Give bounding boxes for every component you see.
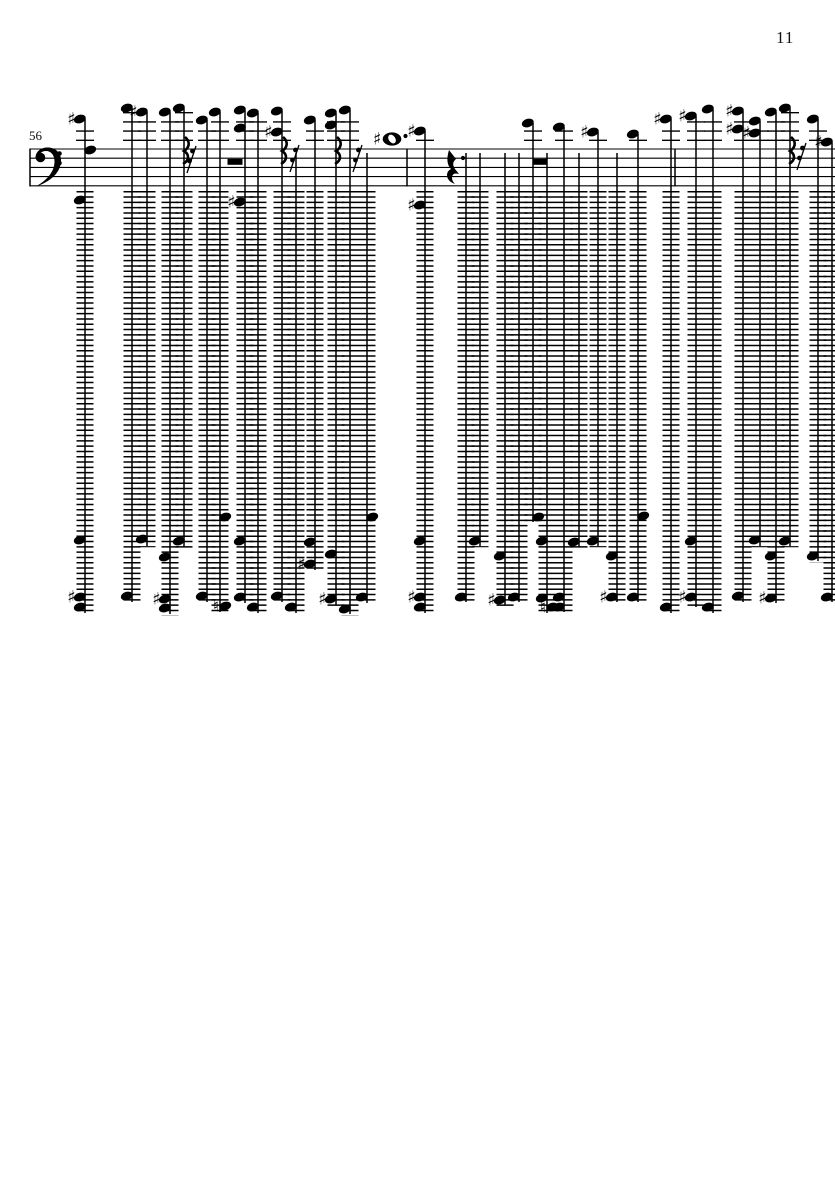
note-column: [67, 110, 97, 615]
sharp-icon: ♯: [373, 129, 382, 150]
note-column: [701, 103, 722, 614]
natural-icon: ♮: [212, 596, 219, 617]
note-column: [227, 104, 254, 604]
note-column: [297, 114, 324, 574]
whole-rest-icon: [228, 159, 243, 165]
augmentation-dot: [403, 134, 407, 138]
note-column: [120, 102, 141, 603]
note-column: [195, 114, 216, 603]
sharp-icon: ♯: [580, 122, 589, 143]
note-column: [626, 128, 651, 603]
sharp-icon: ♯: [407, 195, 416, 216]
sharp-icon: ♯: [67, 109, 76, 130]
sharp-icon: ♯: [407, 587, 416, 608]
sharp-icon: ♯: [599, 587, 608, 608]
note-column: [284, 153, 298, 614]
sharp-icon: ♯: [653, 109, 662, 130]
sharp-icon: ♯: [725, 119, 734, 140]
sharp-icon: ♯: [129, 102, 138, 123]
page-number: 11: [776, 28, 795, 47]
note-column: [535, 153, 560, 618]
augmentation-dot: [461, 156, 465, 160]
measure-number: 56: [29, 128, 42, 143]
note-column: [742, 115, 769, 547]
note-column: [758, 106, 785, 608]
note-column: [653, 110, 680, 615]
note-column: [454, 153, 468, 603]
whole-rest-icon: [533, 159, 548, 165]
sixteenth-rest: [797, 143, 806, 170]
sharp-icon: ♯: [814, 132, 823, 153]
note-column: [487, 153, 507, 611]
sixteenth-rest: [187, 146, 196, 173]
note-column: [318, 107, 345, 609]
natural-icon: ♮: [539, 597, 546, 618]
sharp-icon: ♯: [758, 588, 767, 609]
note-column: [407, 122, 434, 615]
sharp-icon: ♯: [487, 590, 496, 611]
whole-note: [373, 130, 408, 150]
note-column: [172, 102, 193, 548]
note-column: [338, 104, 359, 615]
sharp-icon: ♯: [678, 106, 687, 127]
sharp-icon: ♯: [227, 192, 236, 213]
sharp-icon: ♯: [152, 589, 161, 610]
sharp-icon: ♯: [297, 554, 306, 575]
note-column: [814, 133, 834, 604]
note-column: [264, 105, 291, 603]
staff: [30, 149, 835, 186]
note-column: [678, 107, 705, 609]
note-column: [599, 153, 619, 608]
sharp-icon: ♯: [742, 123, 751, 144]
note-column: [806, 113, 827, 562]
sharp-icon: ♯: [264, 122, 273, 143]
sharp-icon: ♯: [67, 587, 76, 608]
sharp-icon: ♯: [678, 587, 687, 608]
sharp-icon: ♯: [725, 101, 734, 122]
sharp-icon: ♯: [407, 121, 416, 142]
sharp-icon: ♯: [318, 589, 327, 610]
